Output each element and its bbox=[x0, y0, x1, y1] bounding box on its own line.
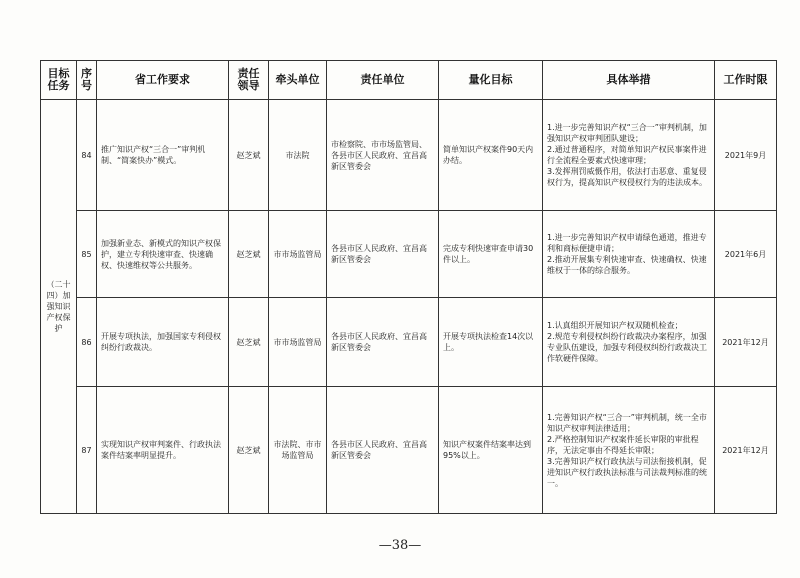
header-deadline: 工作时限 bbox=[715, 61, 777, 100]
row-number: 86 bbox=[77, 298, 97, 387]
header-task: 目标任务 bbox=[41, 61, 77, 100]
table-row bbox=[41, 387, 777, 514]
measure-item: 3.发挥刑罚威慑作用，依法打击恶意、重复侵权行为，提高知识产权侵权行为的违法成本。 bbox=[547, 167, 707, 187]
resp-unit-cell: 各县市区人民政府、宜昌高新区管委会 bbox=[327, 387, 439, 514]
header-lead-unit: 牵头单位 bbox=[269, 61, 327, 100]
measure-item: 2.通过普通程序，对简单知识产权民事案件进行全流程全要素式快速审理； bbox=[547, 145, 707, 165]
measure-item: 1.进一步完善知识产权申请绿色通道，推进专利和商标便捷申请； bbox=[547, 233, 707, 253]
measure-item: 2.规范专利侵权纠纷行政裁决办案程序，加强专业队伍建设，加强专利侵权纠纷行政裁决工作软硬件保障。 bbox=[547, 332, 707, 363]
table-row bbox=[41, 100, 777, 211]
lead-unit-cell: 市市场监管局 bbox=[269, 211, 327, 298]
measure-item: 1.完善知识产权“三合一”审判机制，统一全市知识产权审判法律适用； bbox=[547, 412, 707, 433]
deadline-cell: 2021年6月 bbox=[715, 211, 777, 298]
measure-item: 2.推动开展集专利快速审查、快速确权、快速维权于一体的综合服务。 bbox=[547, 255, 707, 275]
deadline-cell: 2021年12月 bbox=[715, 387, 777, 514]
lead-unit-cell: 市法院、市市场监管局 bbox=[269, 387, 327, 514]
requirement-cell: 开展专项执法，加强国家专利侵权纠纷行政裁决。 bbox=[97, 298, 229, 387]
task-category: （二十四）加强知识产权保护 bbox=[41, 100, 77, 514]
measures-cell bbox=[543, 387, 715, 514]
page-number: —38— bbox=[378, 538, 422, 553]
measure-item: 1.认真组织开展知识产权双随机检查； bbox=[547, 321, 683, 330]
measure-item: 3.完善知识产权行政执法与司法衔接机制，促进知识产权行政执法标准与司法裁判标准的统一。 bbox=[547, 456, 707, 488]
header-measures: 具体举措 bbox=[543, 61, 715, 100]
leader-cell: 赵芝斌 bbox=[229, 387, 269, 514]
requirement-cell: 加强新业态、新模式的知识产权保护，建立专利快速审查、快速确权、快速维权等公共服务。 bbox=[97, 211, 229, 298]
table-row bbox=[41, 211, 777, 298]
leader-cell: 赵芝斌 bbox=[229, 100, 269, 211]
requirement-cell: 实现知识产权审判案件、行政执法案件结案率明显提升。 bbox=[97, 387, 229, 514]
lead-unit-cell: 市市场监管局 bbox=[269, 298, 327, 387]
header-no: 序号 bbox=[77, 61, 97, 100]
row-number: 87 bbox=[77, 387, 97, 514]
table-row bbox=[41, 298, 777, 387]
measure-item: 1.进一步完善知识产权“三合一”审判机制，加强知识产权审判团队建设； bbox=[547, 123, 707, 143]
header-row bbox=[41, 61, 777, 100]
resp-unit-cell: 市检察院、市市场监管局、各县市区人民政府、宜昌高新区管委会 bbox=[327, 100, 439, 211]
row-number: 84 bbox=[77, 100, 97, 211]
header-requirement: 省工作要求 bbox=[97, 61, 229, 100]
target-cell: 知识产权案件结案率达到95%以上。 bbox=[439, 387, 543, 514]
header-target: 量化目标 bbox=[439, 61, 543, 100]
target-cell: 完成专利快速审查申请30件以上。 bbox=[439, 211, 543, 298]
measure-item: 2.严格控制知识产权案件延长审限的审批程序，无法定事由不得延长审限； bbox=[547, 434, 699, 455]
target-cell: 开展专项执法检查14次以上。 bbox=[439, 298, 543, 387]
leader-cell: 赵芝斌 bbox=[229, 298, 269, 387]
lead-unit-cell: 市法院 bbox=[269, 100, 327, 211]
resp-unit-cell: 各县市区人民政府、宜昌高新区管委会 bbox=[327, 211, 439, 298]
measures-cell bbox=[543, 100, 715, 211]
deadline-cell: 2021年12月 bbox=[715, 298, 777, 387]
leader-cell: 赵芝斌 bbox=[229, 211, 269, 298]
measures-cell bbox=[543, 211, 715, 298]
row-number: 85 bbox=[77, 211, 97, 298]
measures-cell bbox=[543, 298, 715, 387]
target-cell: 简单知识产权案件90天内办结。 bbox=[439, 100, 543, 211]
resp-unit-cell: 各县市区人民政府、宜昌高新区管委会 bbox=[327, 298, 439, 387]
requirement-cell: 推广知识产权“三合一”审判机制、“简案快办”模式。 bbox=[97, 100, 229, 211]
header-leader: 责任领导 bbox=[229, 61, 269, 100]
deadline-cell: 2021年9月 bbox=[715, 100, 777, 211]
task-table bbox=[40, 60, 777, 514]
header-resp-unit: 责任单位 bbox=[327, 61, 439, 100]
